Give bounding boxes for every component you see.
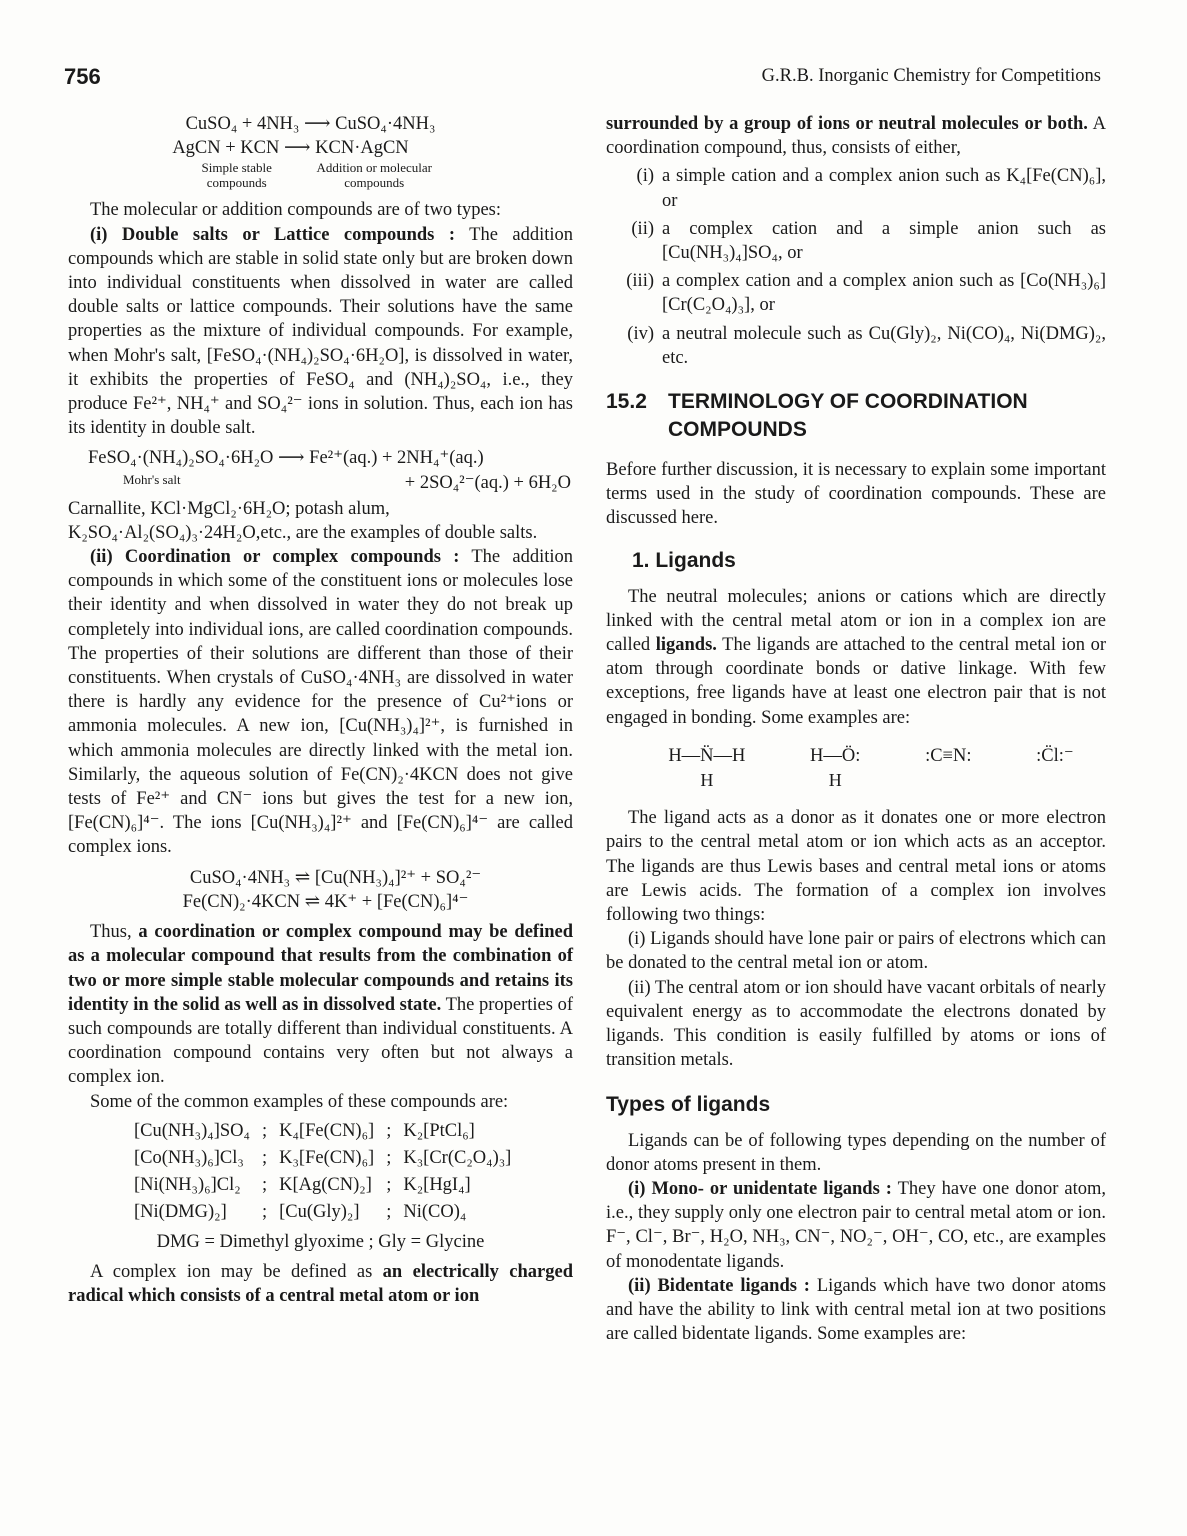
complex-ion-lead: A complex ion may be defined as (90, 1261, 373, 1282)
equation-mohr-1: FeSO₄·(NH₄)₂SO₄·6H₂O ⟶ Fe²⁺(aq.) + 2NH₄⁺(aq.) (88, 448, 484, 469)
list-item (606, 164, 1106, 212)
examples-separator: ; (386, 1120, 392, 1141)
continuation-bold: surrounded by a group of ions or neutral molecules or both. (606, 114, 1088, 134)
lewis-main: :C̈l:⁻ (1036, 745, 1074, 766)
running-head: G.R.B. Inorganic Chemistry for Competitions (761, 66, 1101, 86)
list-item-text: a complex cation and a simple anion such as [Cu(NH₃)₄]SO₄, or (662, 218, 1106, 264)
list-item-number: (iv) (627, 323, 654, 344)
equation-equilibrium-1: CuSO₄·4NH₃ ⇌ [Cu(NH₃)₄]²⁺ + SO₄²⁻ (189, 867, 482, 888)
examples-cell: [Co(NH₃)₆]Cl₃ (134, 1147, 244, 1168)
bidentate-paragraph (606, 1274, 1106, 1347)
lewis-below: H (828, 770, 842, 791)
double-salts-paragraph (68, 223, 573, 441)
right-column (606, 112, 1106, 1346)
list-item (606, 322, 1106, 370)
ligands-bold: ligands. (655, 635, 717, 656)
coordination-text: The addition compounds in which some of the constituent ions or molecules lose their identity and when dissolved in water they do not break up completely into individual ions, are called coordination compounds. The properties of their solutions are different than those of their constituents. When crystals of CuSO₄·4NH₃ are dissolved in water there is hardly any evidence for the presence of Cu²⁺ions or ammonia molecules. A new ion, [Cu(NH₃)₄]²⁺, is furnished in which ammonia molecules are directly linked with the metal ion. Similarly, the aqueous solution of Fe(CN)₂·4KCN does not give tests of Fe²⁺ and CN⁻ ions but gives the test for a new ion, [Fe(CN)₆]⁴⁻. The ions [Cu(NH₃)₄]²⁺ and [Fe(CN)₆]⁴⁻ are called complex ions. (68, 547, 573, 858)
equation-mohr-2: + 2SO₄²⁻(aq.) + 6H₂O (404, 472, 571, 493)
examples-separator: ; (386, 1147, 392, 1168)
before-discussion-text: Before further discussion, it is necessary to explain some important terms used in the study of coordination compounds. These are discussed here. (606, 460, 1106, 529)
lewis-structure (668, 744, 745, 792)
examples-cell: K₃[Fe(CN)₆] (279, 1147, 375, 1168)
equation-equilibrium-2: Fe(CN)₂·4KCN ⇌ 4K⁺ + [Fe(CN)₆]⁴⁻ (182, 891, 469, 912)
types-intro-right: Ligands can be of following types depending on the number of donor atoms present in them. (606, 1130, 1106, 1175)
bidentate-heading: (ii) Bidentate ligands : (628, 1275, 810, 1296)
examples-cell: [Cu(Gly)₂] (279, 1201, 360, 1222)
section-title: TERMINOLOGY OF COORDINATION COMPOUNDS (668, 390, 1028, 442)
lewis-main: H—N̈—H (668, 745, 746, 766)
examples-cell: K₄[Fe(CN)₆] (279, 1120, 375, 1141)
types-intro: The molecular or addition compounds are of two types: (90, 200, 502, 221)
list-item (606, 269, 1106, 317)
examples-row (128, 1172, 517, 1199)
lewis-structure (810, 744, 860, 792)
examples-cell: K₃[Cr(C₂O₄)₃] (403, 1147, 512, 1168)
examples-cell: [Cu(NH₃)₄]SO₄ (134, 1120, 250, 1141)
equation-mohr-2-row (68, 471, 573, 493)
examples-separator: ; (261, 1120, 268, 1141)
mohr-salt-label: Mohr's salt (123, 471, 181, 487)
definition-rest: The properties of such compounds are totally different than individual constituents. A coordination compound contains very often but not always a complex ion. (68, 994, 573, 1088)
complex-ion-bold: an electrically charged radical which consists of a central metal atom or ion (68, 1261, 573, 1307)
ligands-paragraph (606, 585, 1106, 730)
ligands-text-a: The neutral molecules; anions or cations which are directly linked with the central metal atom or ion in a complex ion are called (606, 586, 1106, 656)
examples-cell: [Ni(NH₃)₆]Cl₂ (134, 1174, 241, 1195)
list-item (606, 217, 1106, 265)
list-item-text: a complex cation and a complex anion such as [Co(NH₃)₆][Cr(C₂O₄)₃], or (662, 271, 1106, 316)
examples-cell: Ni(CO)₄ (403, 1201, 467, 1222)
section-heading (606, 388, 1106, 444)
equation-cuso4: CuSO₄ + 4NH₃ ⟶ CuSO₄·4NH₃ (185, 114, 436, 134)
monodentate-paragraph (606, 1177, 1106, 1274)
lewis-below: H (700, 770, 714, 791)
condition-1: (i) Ligands should have lone pair or pairs of electrons which can be donated to the central metal ion or atom. (606, 929, 1106, 974)
lewis-main: :C≡N: (925, 745, 972, 766)
left-column (68, 112, 573, 1308)
list-item-number: (i) (636, 166, 654, 187)
list-item-number: (ii) (631, 218, 654, 239)
examples-cell: K[Ag(CN)₂] (279, 1174, 372, 1195)
bidentate-text: Ligands which have two donor atoms and have the ability to link with central metal ion at two positions are called bidentate ligands. Some examples are: (606, 1275, 1107, 1345)
examples-separator: ; (386, 1174, 392, 1195)
condition-2: (ii) The central atom or ion should have vacant orbitals of nearly equivalent energy as to accommodate the electrons donated by ligands. This condition is easily fulfilled by atoms or ions of transition metals. (606, 977, 1106, 1071)
definition-paragraph (68, 920, 573, 1089)
ligands-heading: 1. Ligands (632, 548, 736, 572)
list-item-text: a neutral molecule such as Cu(Gly)₂, Ni(CO)₄, Ni(DMG)₂, etc. (662, 323, 1106, 368)
donor-paragraph: The ligand acts as a donor as it donates one or more electron pairs to the central metal atom or ion which acts as an acceptor. The ligands are thus Lewis bases and central metal ions or atoms are Lewis acids. The formation of a complex ion involves following two things: (606, 808, 1106, 926)
examples-intro: Some of the common examples of these compounds are: (90, 1091, 509, 1112)
definition-bold: a coordination or complex compound may be defined as a molecular compound that results from the combination of two or more simple stable molecular compounds and retains its identity in the solid as well as in dissolved state. (68, 922, 573, 1015)
list-item-text: a simple cation and a complex anion such as K₄[Fe(CN)₆], or (662, 166, 1106, 211)
complex-ion-paragraph (68, 1260, 573, 1308)
section-number: 15.2 (606, 390, 647, 414)
ligands-text-b: The ligands are attached to the central metal ion or atom through coordinate bonds or dative linkage. With few exceptions, free ligands have at least one electron pair that is not engaged in bonding. Some examples are: (606, 635, 1107, 728)
coordination-heading: (ii) Coordination or complex compounds : (90, 547, 460, 568)
double-salts-text: The addition compounds which are stable in solid state only but are broken down into individual constituents when dissolved in water are called double salts or lattice compounds. Their solutions have the same properties as the mixture of individual compounds. For example, when Mohr's salt, [FeSO₄·(NH₄)₂SO₄·6H₂O], is dissolved in water, it exhibits the properties of FeSO₄ and (NH₄)₂SO₄, i.e., they produce Fe²⁺, NH₄⁺ and SO₄²⁻ ions in solution. Thus, each ion has its identity in double salt. (68, 224, 573, 439)
list-item-number: (iii) (626, 271, 654, 292)
lewis-main: H—Ö: (810, 745, 861, 766)
definition-lead: Thus, (90, 922, 132, 943)
examples-separator: ; (261, 1147, 268, 1168)
label-simple: Simple stable compounds (201, 160, 272, 191)
page-number: 756 (64, 64, 101, 89)
carnallite-text: Carnallite, KCl·MgCl₂·6H₂O; potash alum, (68, 498, 390, 519)
examples-cell: K₂[PtCl₆] (403, 1120, 475, 1141)
examples-row (128, 1118, 517, 1145)
label-addition: Addition or molecular compounds (316, 160, 433, 191)
equation-agcn: AgCN + KCN ⟶ KCN·AgCN (172, 138, 409, 159)
dmg-gly-note: DMG = Dimethyl glyoxime ; Gly = Glycine (156, 1231, 485, 1252)
equation-labels (68, 160, 573, 190)
potash-alum-text: K₂SO₄·Al₂(SO₄)₃·24H₂O,etc., are the examples of double salts. (68, 522, 538, 543)
examples-separator: ; (261, 1174, 268, 1195)
monodentate-heading: (i) Mono- or unidentate ligands : (628, 1178, 892, 1199)
examples-row (128, 1199, 517, 1226)
examples-cell: K₂[HgI₄] (403, 1174, 471, 1195)
examples-table (128, 1118, 517, 1226)
examples-separator: ; (261, 1201, 268, 1222)
double-salts-heading: (i) Double salts or Lattice compounds : (90, 224, 455, 245)
monodentate-text: They have one donor atom, i.e., they supply only one electron pair to central metal atom or ion. F⁻, Cl⁻, Br⁻, H₂O, NH₃, CN⁻, NO₂⁻, OH⁻, CO, etc., are examples of monodentate ligands. (606, 1178, 1106, 1272)
continuation-paragraph (606, 112, 1106, 160)
coordination-paragraph (68, 545, 573, 860)
lewis-structure (925, 744, 971, 792)
lewis-structure (1036, 744, 1074, 792)
lewis-structures (636, 744, 1106, 792)
continuation-rest: A coordination compound, thus, consists of either, (606, 114, 1106, 159)
compound-type-list (606, 164, 1106, 370)
examples-separator: ; (386, 1201, 392, 1222)
types-of-ligands-heading: Types of ligands (606, 1092, 771, 1116)
examples-row (128, 1145, 517, 1172)
examples-cell: [Ni(DMG)₂] (134, 1201, 227, 1222)
